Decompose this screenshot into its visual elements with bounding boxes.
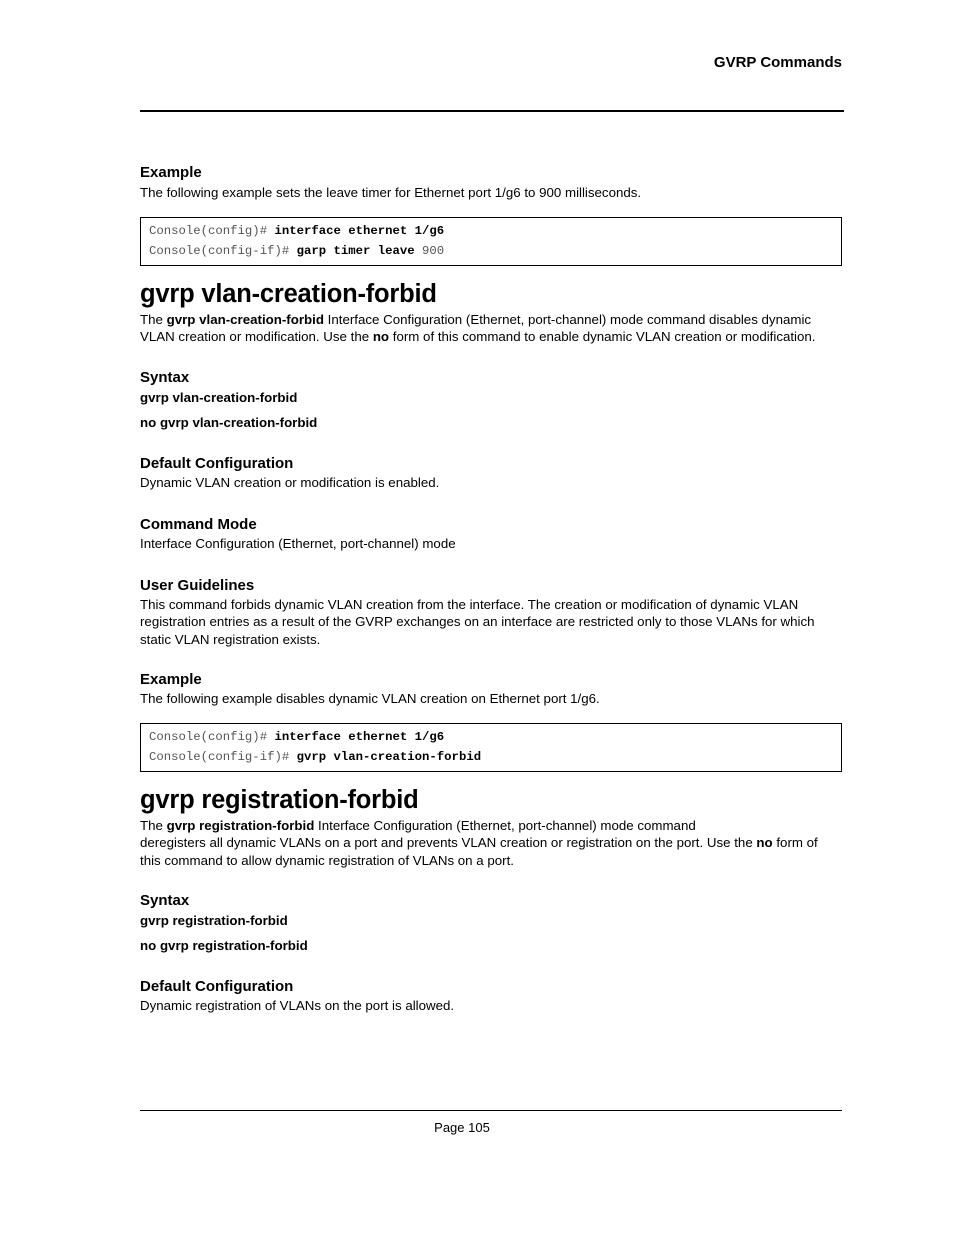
section-intro [140,817,842,870]
default-config-heading: Default Configuration [140,454,294,472]
example-description: The following example disables dynamic VLAN creation on Ethernet port 1/g6. [140,691,600,706]
section-intro [140,311,842,346]
command-mode-heading: Command Mode [140,516,257,533]
code-command: garp timer leave [296,244,415,258]
syntax-line: gvrp vlan-creation-forbid [140,389,298,405]
intro-command: gvrp registration-forbid [166,817,315,833]
code-line [149,747,833,768]
intro-text: form of this command to allow dynamic registration of VLANs on a port. [140,835,818,868]
intro-text: The [140,311,167,327]
code-prompt: Console(config-if)# [149,750,297,764]
header-rule [140,110,844,112]
code-example-1 [140,217,842,266]
running-header: GVRP Commands [713,54,842,71]
syntax-line: no gvrp registration-forbid [140,938,308,953]
code-line [149,221,833,242]
intro-text: form of this command to enable dynamic VLAN creation or modification. [389,329,816,344]
intro-text: Interface Configuration (Ethernet, port-channel) mode command disables dynamic VLAN creation or modification. Use the [140,311,812,344]
syntax-heading: Syntax [140,368,190,386]
intro-text: The [140,817,167,833]
intro-line [140,834,842,869]
intro-line [140,817,842,835]
intro-no-keyword: no [372,329,390,344]
user-guidelines-heading: User Guidelines [140,576,255,594]
page-content [140,163,842,1015]
code-argument: 900 [414,244,445,258]
command-mode-text: Interface Configuration (Ethernet, port-channel) mode [140,536,456,551]
intro-no-keyword: no [756,835,773,850]
syntax-line: no gvrp vlan-creation-forbid [140,414,318,430]
default-config-text: Dynamic registration of VLANs on the port is allowed. [140,998,455,1013]
code-command: interface ethernet 1/g6 [274,729,445,744]
intro-command: gvrp vlan-creation-forbid [166,311,324,327]
intro-text: deregisters all dynamic VLANs on a port and prevents VLAN creation or registration on the port. Use the [140,835,757,850]
code-command: interface ethernet 1/g6 [274,223,445,238]
code-example-2 [140,723,842,772]
footer-rule [140,1110,842,1111]
intro-text: Interface Configuration (Ethernet, port-channel) mode command [314,817,696,833]
code-line [149,241,833,262]
page-number: Page 105 [434,1120,490,1135]
example-description: The following example sets the leave timer for Ethernet port 1/g6 to 900 milliseconds. [140,185,642,200]
example-heading: Example [140,164,202,181]
code-prompt: Console(config-if)# [149,244,297,258]
code-command: gvrp vlan-creation-forbid [296,750,482,764]
syntax-line: gvrp registration-forbid [140,913,288,928]
code-prompt: Console(config)# [149,729,275,744]
section-title: gvrp registration-forbid [140,785,419,814]
section-title: gvrp vlan-creation-forbid [140,279,437,308]
code-prompt: Console(config)# [149,223,275,238]
default-config-heading: Default Configuration [140,978,294,995]
syntax-heading: Syntax [140,892,190,909]
example-heading: Example [140,671,202,688]
code-line [149,727,833,748]
default-config-text: Dynamic VLAN creation or modification is enabled. [140,474,440,490]
user-guidelines-text: This command forbids dynamic VLAN creation from the interface. The creation or modification of dynamic VLAN registration entries as a result of the GVRP exchanges on an interface are restricted only to those VLANs for which static VLAN registration exists. [140,596,815,647]
